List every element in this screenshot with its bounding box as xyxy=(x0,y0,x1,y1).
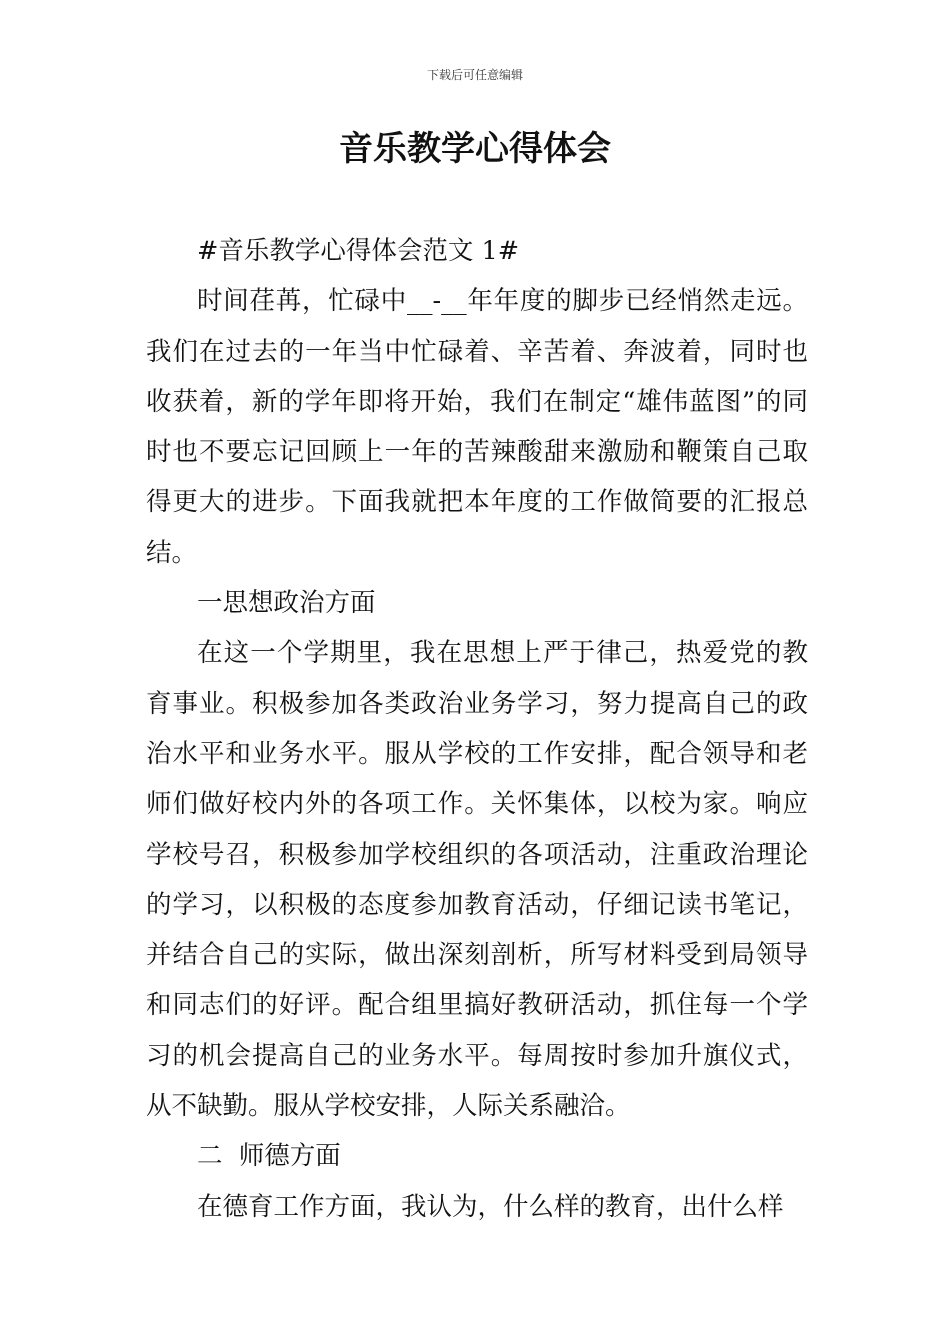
header-note: 下载后可任意编辑 xyxy=(426,68,523,82)
document-body xyxy=(146,226,808,1232)
section-heading-essay-1: #音乐教学心得体会范文 1# xyxy=(197,236,520,266)
paragraph-intro: 时间荏苒，忙碌中__-__年年度的脚步已经悄然走远。我们在过去的一年当中忙碌着、辛苦着、奔波着，同时也收获着，新的学年即将开始，我们在制定“雄伟蓝图”的同时也不要忘记回顾上一年的苦辣酸甜来激励和鞭策自己取得更大的进步。下面我就把本年度的工作做简要的汇报总结。 xyxy=(146,286,808,568)
paragraph-ethics: 在德育工作方面，我认为，什么样的教育，出什么样 xyxy=(197,1191,784,1222)
section-heading-politics: 一思想政治方面 xyxy=(197,588,376,619)
paragraph-politics: 在这一个学期里，我在思想上严于律己，热爱党的教育事业。积极参加各类政治业务学习，努力提高自己的政治水平和业务水平。服从学校的工作安排，配合领导和老师们做好校内外的各项工作。关怀集体，以校为家。响应学校号召，积极参加学校组织的各项活动，注重政治理论的学习，以积极的态度参加教育活动，仔细记读书笔记，并结合自己的实际，做出深刻剖析，所写材料受到局领导和同志们的好评。配合组里搞好教研活动，抓住每一个学习的机会提高自己的业务水平。每周按时参加升旗仪式，从不缺勤。服从学校安排，人际关系融洽。 xyxy=(146,638,808,1122)
document-title: 音乐教学心得体会 xyxy=(339,129,611,169)
section-heading-ethics: 二 师德方面 xyxy=(197,1141,341,1172)
